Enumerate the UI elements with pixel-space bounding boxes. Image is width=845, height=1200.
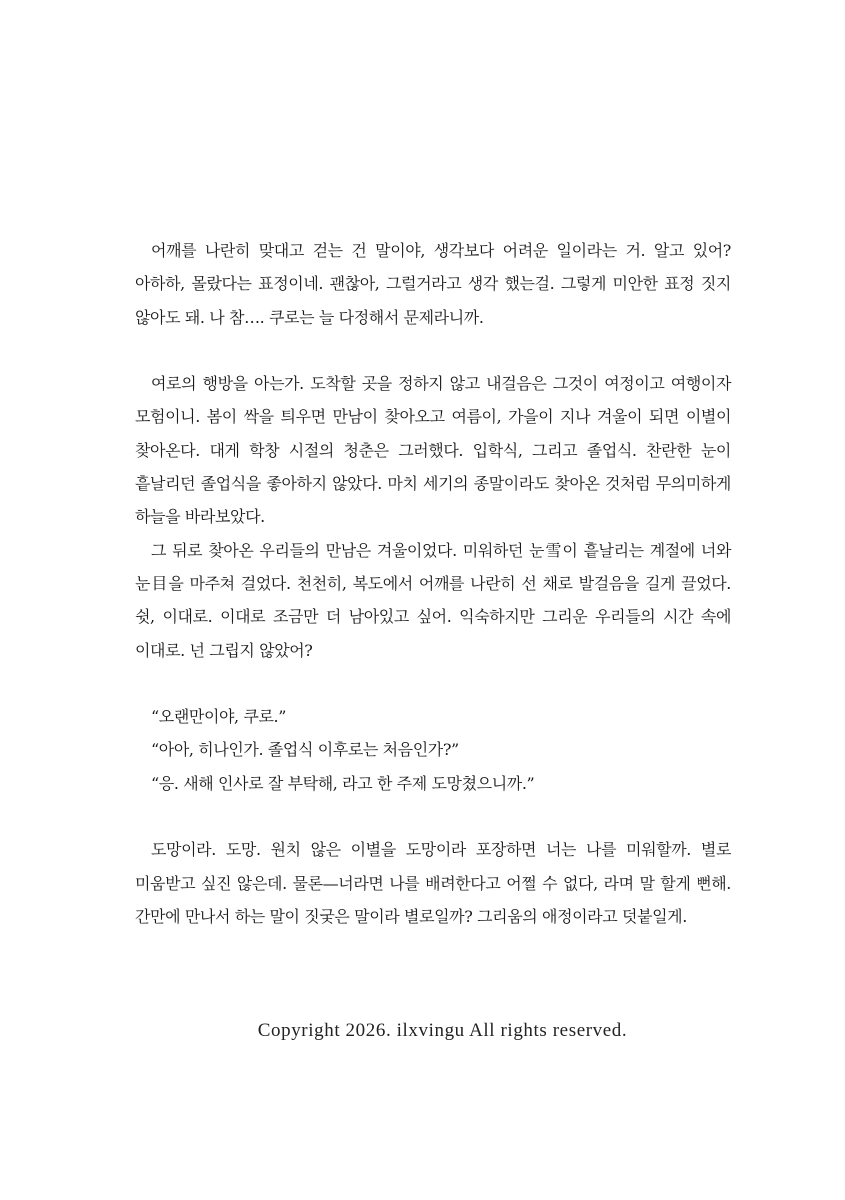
paragraph: 어깨를 나란히 맞대고 걷는 건 말이야, 생각보다 어려운 일이라는 거. 알고 있어? 아하하, 몰랐다는 표정이네. 괜찮아, 그럴거라고 생각 했는걸. 그렇게 미안한 표정 짓지 않아도 돼. 나 참…. 쿠로는 늘 다정해서 문제라니까. bbox=[135, 241, 731, 327]
paragraph: 그 뒤로 찾아온 우리들의 만남은 겨울이었다. 미워하던 눈雪이 흩날리는 계절에 너와 눈目을 마주쳐 걸었다. 천천히, 복도에서 어깨를 나란히 선 채로 발걸음을 길게 끌었다. 쉿, 이대로. 이대로 조금만 더 남아있고 싶어. 익숙하지만 그리운 우리들의 시간 속에 이대로. 넌 그립지 않았어? bbox=[135, 540, 731, 660]
dialogue-line: “응. 새해 인사로 잘 부탁해, 라고 한 주제 도망쳤으니까.” bbox=[151, 773, 535, 793]
story-body bbox=[135, 234, 731, 933]
paragraph: 여로의 행방을 아는가. 도착할 곳을 정하지 않고 내걸음은 그것이 여정이고 여행이자 모험이니. 봄이 싹을 틔우면 만남이 찾아오고 여름이, 가을이 지나 겨울이 되면 이별이 찾아온다. 대게 학창 시절의 청춘은 그러했다. 입학식, 그리고 졸업식. 찬란한 눈이 흩날리던 졸업식을 좋아하지 않았다. 마치 세기의 종말이라도 찾아온 것처럼 무의미하게 하늘을 바라보았다. bbox=[135, 374, 731, 527]
paragraph-gap bbox=[135, 800, 731, 833]
paragraph-gap bbox=[135, 334, 731, 367]
copyright-notice: Copyright 2026. ilxvingu All rights reserved. bbox=[257, 1020, 628, 1041]
dialogue-line: “아아, 히나인가. 졸업식 이후로는 처음인가?” bbox=[151, 740, 459, 760]
dialogue-line: “오랜만이야, 쿠로.” bbox=[151, 707, 287, 727]
paragraph-gap bbox=[135, 667, 731, 700]
paragraph: 도망이라. 도망. 원치 않은 이별을 도망이라 포장하면 너는 나를 미워할까. 별로 미움받고 싶진 않은데. 물론—너라면 나를 배려한다고 어쩔 수 없다, 라며 말 할게 뻔해. 간만에 만나서 하는 말이 짓궂은 말이라 별로일까? 그리움의 애정이라고 덧붙일게. bbox=[135, 840, 731, 926]
